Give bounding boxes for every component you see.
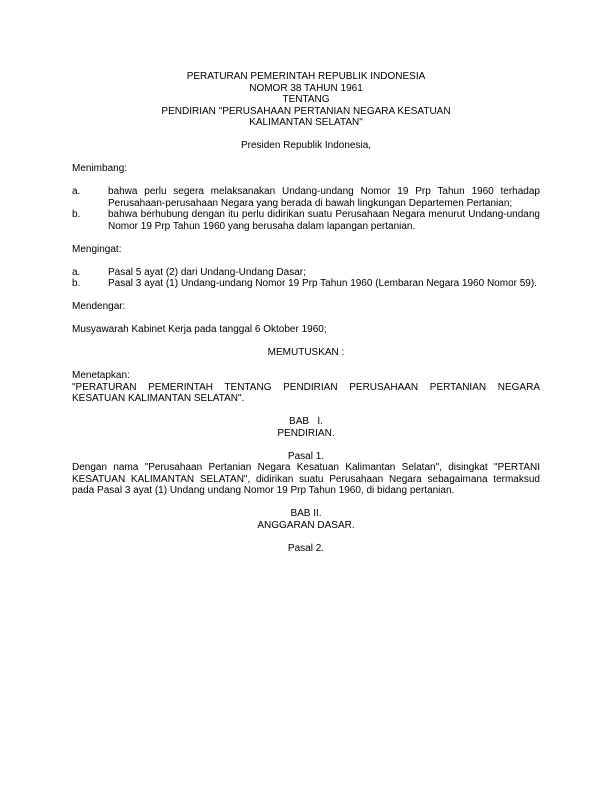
bab2-subtitle: ANGGARAN DASAR. [257,519,355,531]
list-marker: a. [72,186,81,197]
pasal1-title: Pasal 1. [287,450,325,462]
mengingat-item [72,267,540,279]
list-text: bahwa berhubung dengan itu perlu didirikan suatu Perusahaan Negara menurut Undang-undang Nomor 19 Prp Tahun 1960 yang berusaha dalam lapangan pertanian. [108,209,540,232]
memutuskan-heading: MEMUTUSKAN : [267,347,345,358]
document-page [72,71,540,554]
bab1-title: BAB I. [289,416,323,427]
pasal2-title: Pasal 2. [287,542,325,554]
president-line: Presiden Republik Indonesia, [240,140,372,151]
menetapkan-text: "PERATURAN PEMERINTAH TENTANG PENDIRIAN PERUSAHAAN PERTANIAN NEGARA KESATUAN KALIMANTAN SELATAN". [72,381,540,404]
mendengar-label: Mendengar: [72,301,126,312]
menetapkan-label: Menetapkan: [72,370,130,381]
title-line-3: TENTANG [282,94,330,105]
list-text: bahwa perlu segera melaksanakan Undang-undang Nomor 19 Prp Tahun 1960 terhadap Perusahaan-perusahaan Negara yang berada di bawah lingkungan Departemen Pertanian; [108,186,540,209]
title-line-5: KALIMANTAN SELATAN" [249,117,363,128]
list-marker: a. [72,266,81,278]
pasal1-text: Dengan nama "Perusahaan Pertanian Negara Kesatuan Kalimantan Selatan", disingkat "PERTANI KESATUAN KALIMANTAN SELATAN", didirikan suatu Perusahaan Negara sebagaimana termaksud pada Pasal 3 ayat (1) Undang undang Nomor 19 Prp Tahun 1960, di bidang pertanian. [72,462,540,496]
list-marker: b. [72,209,81,220]
mendengar-text: Musyawarah Kabinet Kerja pada tanggal 6 Oktober 1960; [72,324,327,335]
menimbang-label: Menimbang: [72,163,128,174]
bab1-subtitle: PENDIRIAN. [277,427,335,439]
menimbang-item [72,186,540,209]
menimbang-item [72,209,540,232]
title-line-4: PENDIRIAN "PERUSAHAAN PERTANIAN NEGARA KESATUAN [161,105,451,117]
title-line-1: PERATURAN PEMERINTAH REPUBLIK INDONESIA [186,71,426,82]
title-line-2: NOMOR 38 TAHUN 1961 [249,82,363,94]
list-text: Pasal 3 ayat (1) Undang-undang Nomor 19 Prp Tahun 1960 (Lembaran Negara 1960 Nomor 59). [108,278,537,289]
list-text: Pasal 5 ayat (2) dari Undang-Undang Dasar; [108,266,306,278]
mengingat-item [72,278,540,290]
list-marker: b. [72,278,81,289]
bab2-title: BAB II. [290,508,322,519]
mengingat-label: Mengingat: [72,243,122,255]
